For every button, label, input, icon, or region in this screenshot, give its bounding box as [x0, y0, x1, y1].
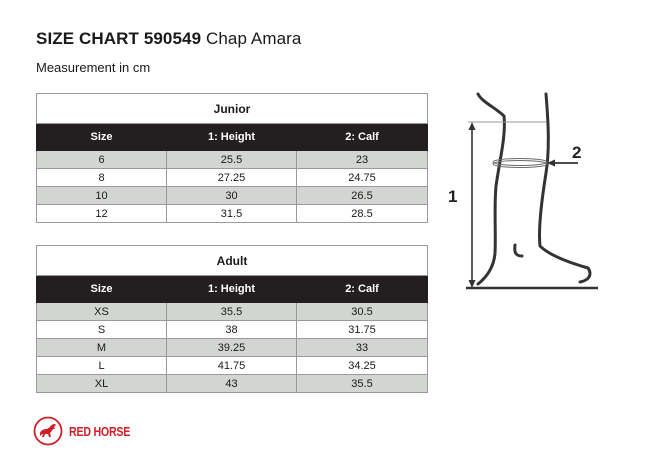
table-row: [37, 375, 428, 393]
height-cell: 39.25: [167, 339, 297, 357]
table-row: [37, 187, 428, 205]
height-cell: 35.5: [167, 303, 297, 321]
calf-cell: 28.5: [297, 205, 428, 223]
height-cell: 27.25: [167, 169, 297, 187]
size-cell: L: [37, 357, 167, 375]
table-row: [37, 321, 428, 339]
size-cell: 12: [37, 205, 167, 223]
height-cell: 38: [167, 321, 297, 339]
height-label: 1: [448, 187, 458, 206]
size-cell: M: [37, 339, 167, 357]
table-row: [37, 151, 428, 169]
calf-cell: 34.25: [297, 357, 428, 375]
brand-name: RED HORSE: [69, 423, 131, 439]
junior-header-height: 1: Height: [167, 124, 297, 151]
calf-cell: 23: [297, 151, 428, 169]
adult-header-calf: 2: Calf: [297, 276, 428, 303]
adult-size-table: [36, 245, 428, 393]
brand-logo: [33, 416, 144, 446]
adult-header-size: Size: [37, 276, 167, 303]
calf-cell: 26.5: [297, 187, 428, 205]
height-cell: 25.5: [167, 151, 297, 169]
calf-cell: 35.5: [297, 375, 428, 393]
page-title: [36, 29, 301, 49]
calf-cell: 30.5: [297, 303, 428, 321]
height-cell: 43: [167, 375, 297, 393]
size-cell: 6: [37, 151, 167, 169]
title-product: Chap Amara: [205, 29, 302, 48]
table-row: [37, 205, 428, 223]
height-cell: 41.75: [167, 357, 297, 375]
height-arrow-icon: [469, 122, 476, 288]
calf-cell: 33: [297, 339, 428, 357]
height-cell: 30: [167, 187, 297, 205]
table-row: [37, 357, 428, 375]
junior-size-table: [36, 93, 428, 223]
junior-caption: Junior: [37, 94, 428, 124]
size-cell: XL: [37, 375, 167, 393]
adult-header-height: 1: Height: [167, 276, 297, 303]
measurement-unit: Measurement in cm: [36, 60, 151, 75]
adult-caption: Adult: [37, 246, 428, 276]
size-cell: 10: [37, 187, 167, 205]
title-code: SIZE CHART 590549: [36, 29, 202, 48]
size-cell: S: [37, 321, 167, 339]
junior-header-size: Size: [37, 124, 167, 151]
table-row: [37, 303, 428, 321]
leg-measurement-diagram: [440, 88, 610, 300]
junior-header-calf: 2: Calf: [297, 124, 428, 151]
table-row: [37, 169, 428, 187]
size-cell: 8: [37, 169, 167, 187]
height-cell: 31.5: [167, 205, 297, 223]
table-row: [37, 339, 428, 357]
horse-logo-icon: [33, 416, 63, 446]
calf-label: 2: [572, 143, 582, 162]
calf-cell: 24.75: [297, 169, 428, 187]
size-cell: XS: [37, 303, 167, 321]
calf-cell: 31.75: [297, 321, 428, 339]
